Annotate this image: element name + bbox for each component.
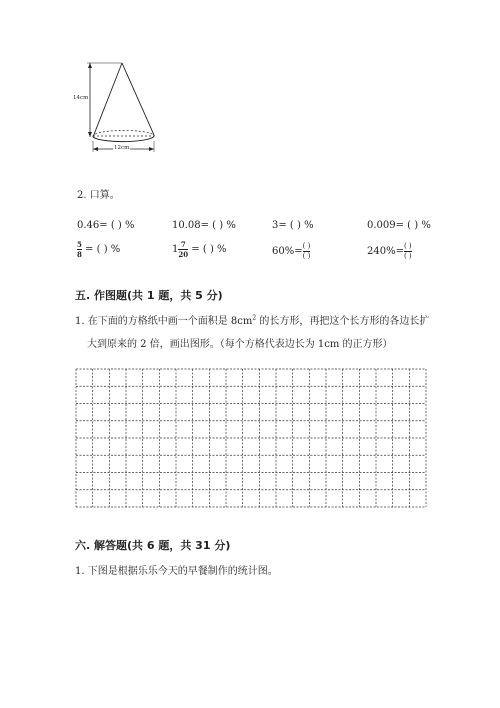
height-arrow-bottom <box>88 132 92 137</box>
mental-calc-4: 0.009= ( ) % <box>367 220 431 231</box>
diameter-arrow-left <box>93 147 98 151</box>
cone-figure <box>87 63 154 152</box>
mental-calc-2: 10.08= ( ) % <box>172 220 236 231</box>
section-6-heading: 六. 解答题(共 6 题，共 31 分) <box>75 539 231 552</box>
mental-calc-3: 3= ( ) % <box>272 220 314 231</box>
blank-fraction-7: ( ) ( ) <box>302 242 311 260</box>
mental-calc-7: 60%= ( ) ( ) <box>272 242 311 260</box>
section-6-question-1: 1. 下图是根据乐乐今天的早餐制作的统计图。 <box>75 566 278 577</box>
height-arrow-top <box>88 63 92 68</box>
cone-right-side <box>122 63 154 135</box>
diameter-arrow-right <box>149 147 154 151</box>
mental-calc-8: 240%= ( ) ( ) <box>367 242 412 260</box>
question-2-title: 2. 口算。 <box>77 190 120 201</box>
square-grid-paper[interactable] <box>75 368 427 508</box>
fraction-5-8: $\frac{5}{8}$ <box>77 240 82 259</box>
section-5-question-line-1: 1. 在下面的方格纸中画一个面积是 $8cm^2$ 的长方形，再把这个长方形的各边长扩 <box>75 314 430 327</box>
section-5-heading: 五. 作图题(共 1 题，共 5 分) <box>75 289 223 302</box>
cone-left-side <box>93 63 122 137</box>
section-5-question-line-2: 大到原来的 2 倍，画出图形。（每个方格代表边长为 1cm 的正方形） <box>87 339 393 350</box>
blank-fraction-8: ( ) ( ) <box>403 242 412 260</box>
mental-calc-6: 1 $\frac{7}{20}$ = ( ) % <box>172 240 227 259</box>
diameter-label: 12cm <box>114 145 130 151</box>
height-label: 14cm <box>73 95 89 101</box>
fraction-7-20: $\frac{7}{20}$ <box>178 240 189 259</box>
mental-calc-5: $\frac{5}{8}$ = ( ) % <box>77 240 121 259</box>
mental-calc-1: 0.46= ( ) % <box>77 220 135 231</box>
